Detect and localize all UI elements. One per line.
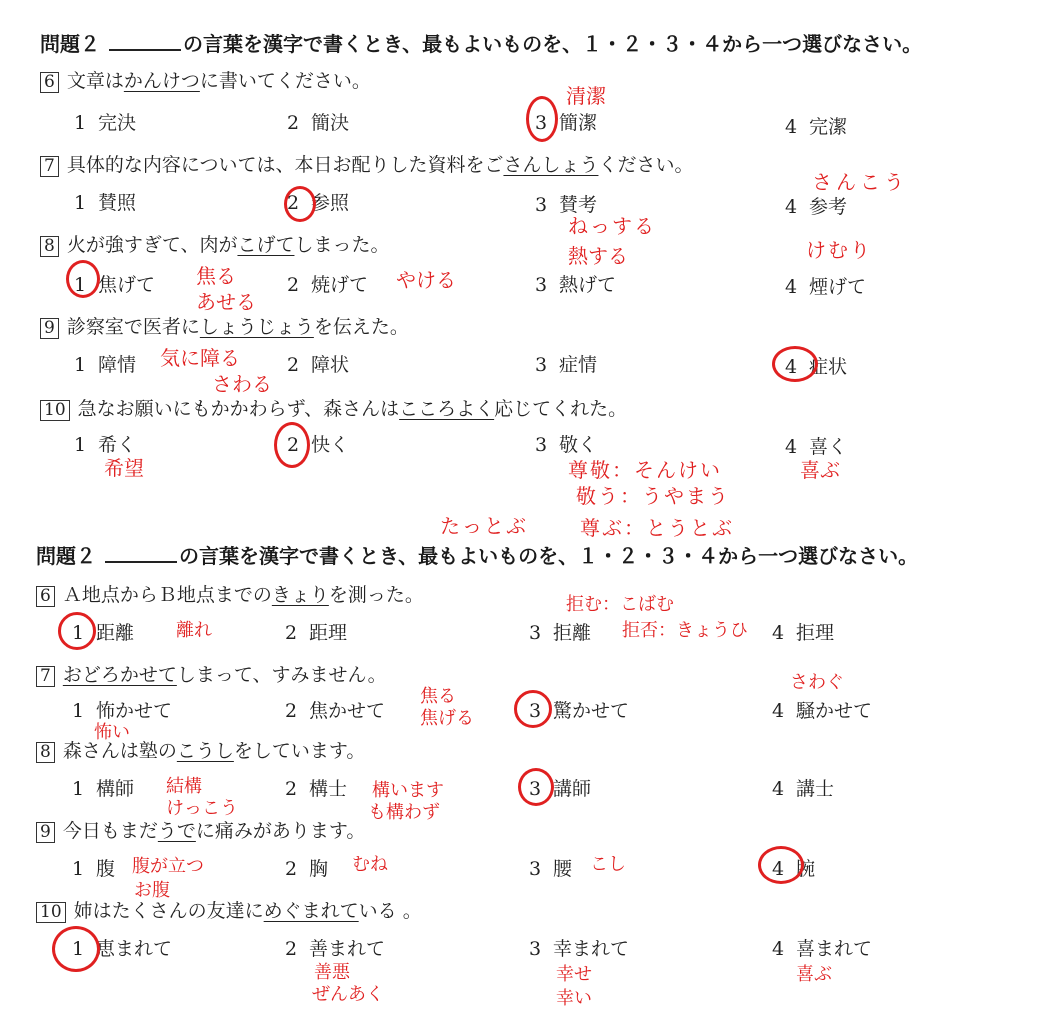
heading-prefix: 問題２	[40, 32, 100, 56]
question-target: きょり	[271, 584, 329, 606]
blank-line	[105, 543, 177, 563]
option-number: 4	[784, 356, 798, 378]
annotation: 尊ぶ：とうとぶ	[580, 516, 734, 540]
option-label: 距理	[309, 622, 348, 644]
option-number: 2	[284, 700, 298, 722]
option-label: 完決	[98, 112, 137, 134]
option-number: 1	[73, 434, 87, 456]
annotation: 怖い	[94, 722, 130, 743]
option-2[interactable]	[285, 270, 368, 297]
question-7	[40, 150, 693, 177]
option-label: 簡潔	[559, 112, 598, 134]
question-8	[36, 736, 365, 763]
option-label: 騒かせて	[796, 700, 873, 722]
question-6	[40, 66, 371, 93]
question-text: をしています。	[233, 740, 366, 762]
section-1-heading	[40, 28, 922, 57]
option-2[interactable]	[283, 854, 328, 881]
question-target: うで	[157, 820, 196, 842]
answer-circle	[518, 768, 554, 806]
option-number: 4	[771, 858, 785, 880]
answer-circle	[758, 846, 804, 884]
option-number: 2	[286, 274, 300, 296]
question-text: しまって、すみません。	[176, 664, 387, 686]
annotation: ねっする	[568, 214, 656, 238]
option-label: 驚かせて	[553, 700, 630, 722]
option-number: 3	[528, 622, 542, 644]
option-number: 2	[284, 778, 298, 800]
option-label: 怖かせて	[96, 700, 173, 722]
question-text: を測った。	[328, 584, 424, 606]
option-number: 3	[534, 354, 548, 376]
question-number: 6	[40, 72, 59, 93]
option-label: 腕	[796, 858, 816, 880]
annotation: 気に障る	[160, 346, 240, 370]
answer-circle	[66, 260, 100, 298]
option-number: 1	[71, 622, 85, 644]
answer-circle	[52, 926, 100, 972]
option-number: 3	[534, 194, 548, 216]
option-4[interactable]	[770, 934, 872, 961]
option-number: 4	[784, 116, 798, 138]
option-2[interactable]	[283, 774, 347, 801]
annotation: さわる	[212, 372, 272, 396]
option-4[interactable]	[783, 192, 847, 219]
question-text: ください。	[598, 154, 694, 176]
annotation: 離れ	[176, 620, 212, 641]
option-label: 腹	[96, 858, 116, 880]
question-7	[36, 660, 387, 687]
option-number: 4	[771, 938, 785, 960]
answer-circle	[274, 422, 310, 468]
option-label: 快く	[311, 434, 350, 456]
option-2[interactable]	[283, 618, 347, 645]
option-number: 3	[528, 938, 542, 960]
option-3[interactable]	[527, 854, 572, 881]
option-1[interactable]	[70, 774, 134, 801]
option-number: 1	[73, 354, 87, 376]
option-number: 3	[534, 274, 548, 296]
option-number: 2	[286, 112, 300, 134]
question-number: 7	[40, 156, 59, 177]
annotation: むね	[352, 854, 388, 875]
answer-circle	[526, 96, 558, 142]
option-label: 希く	[98, 434, 137, 456]
option-number: 1	[73, 192, 87, 214]
question-text: しまった。	[294, 234, 390, 256]
option-label: 完潔	[809, 116, 848, 138]
question-9	[40, 312, 409, 339]
answer-circle	[284, 186, 316, 222]
option-number: 2	[284, 938, 298, 960]
question-number: 8	[40, 236, 59, 257]
option-2[interactable]	[285, 108, 349, 135]
annotation: 敬う：うやまう	[576, 484, 730, 508]
question-text: 姉はたくさんの友達に	[73, 900, 264, 922]
question-8	[40, 230, 389, 257]
question-text: 文章は	[66, 70, 124, 92]
option-1[interactable]	[72, 350, 136, 377]
question-target: さんしょう	[503, 154, 599, 176]
question-target: こげて	[237, 234, 295, 256]
option-label: 症情	[559, 354, 598, 376]
annotation: 焦る	[420, 686, 456, 707]
question-target: しょうじょう	[199, 316, 314, 338]
answer-circle	[514, 690, 552, 728]
annotation: たっとぶ	[440, 514, 528, 538]
question-target: かんけつ	[123, 70, 200, 92]
option-1[interactable]	[72, 108, 136, 135]
option-number: 4	[784, 276, 798, 298]
option-label: 構士	[309, 778, 348, 800]
question-text: 今日もまだ	[62, 820, 158, 842]
option-label: 煙げて	[809, 276, 867, 298]
option-label: 熱げて	[559, 274, 617, 296]
option-number: 4	[784, 436, 798, 458]
option-label: 焦かせて	[309, 700, 386, 722]
option-number: 1	[71, 700, 85, 722]
option-2[interactable]	[283, 934, 385, 961]
option-1[interactable]	[72, 188, 136, 215]
question-text: を伝えた。	[313, 316, 409, 338]
option-number: 1	[71, 938, 85, 960]
question-text: 応じてくれた。	[494, 398, 628, 420]
annotation: 焦る	[196, 264, 236, 288]
option-number: 2	[286, 434, 300, 456]
option-label: 障情	[98, 354, 137, 376]
question-target: こうし	[176, 740, 234, 762]
annotation: 熱する	[568, 244, 628, 268]
question-number: 9	[40, 318, 59, 339]
option-number: 4	[771, 700, 785, 722]
option-label: 腰	[553, 858, 573, 880]
question-text: 森さんは塾の	[62, 740, 177, 762]
question-text: 具体的な内容については、本日お配りした資料をご	[66, 154, 504, 176]
option-number: 3	[528, 858, 542, 880]
option-label: 賛照	[98, 192, 137, 214]
option-3[interactable]	[533, 350, 597, 377]
question-target: めぐまれて	[263, 900, 359, 922]
annotation: やける	[396, 268, 456, 292]
question-text: に書いてください。	[199, 70, 371, 92]
heading-suffix: の言葉を漢字で書くとき、最もよいものを、１・２・３・４から一つ選びなさい。	[178, 544, 919, 568]
option-number: 2	[286, 192, 300, 214]
option-label: 恵まれて	[96, 938, 173, 960]
question-number: 9	[36, 822, 55, 843]
option-number: 3	[534, 434, 548, 456]
question-text: に痛みがあります。	[195, 820, 366, 842]
question-text: 診察室で医者に	[66, 316, 200, 338]
option-number: 3	[528, 778, 542, 800]
question-number: 10	[40, 400, 70, 421]
option-label: 症状	[809, 356, 848, 378]
annotation: 清潔	[566, 84, 606, 108]
option-label: 拒離	[553, 622, 592, 644]
annotation: も構わず	[368, 802, 440, 823]
annotation: 尊敬：そんけい	[568, 458, 722, 482]
question-10	[40, 394, 627, 421]
option-label: 胸	[309, 858, 329, 880]
option-3[interactable]	[533, 430, 597, 457]
annotation: お腹	[134, 880, 170, 901]
annotation: 結構	[166, 776, 202, 797]
option-label: 幸まれて	[553, 938, 630, 960]
annotation: こし	[590, 854, 626, 875]
option-4[interactable]	[770, 774, 834, 801]
option-4[interactable]	[783, 272, 866, 299]
question-target: こころよく	[399, 398, 495, 420]
annotation: けっこう	[166, 798, 238, 819]
option-number: 2	[284, 622, 298, 644]
annotation: 希望	[104, 456, 144, 480]
annotation: けむり	[806, 238, 872, 262]
option-number: 4	[784, 196, 798, 218]
annotation: 拒否：きょうひ	[622, 620, 748, 641]
question-target: おどろかせて	[62, 664, 177, 686]
annotation: さんこう	[812, 170, 908, 194]
option-2[interactable]	[285, 350, 349, 377]
option-3[interactable]	[527, 934, 629, 961]
annotation: 喜ぶ	[800, 458, 840, 482]
option-number: 3	[528, 700, 542, 722]
option-number: 3	[534, 112, 548, 134]
question-number: 10	[36, 902, 66, 923]
annotation: 幸い	[556, 988, 592, 1009]
question-text: 火が強すぎて、肉が	[66, 234, 238, 256]
option-number: 2	[284, 858, 298, 880]
option-4[interactable]	[783, 112, 847, 139]
heading-prefix: 問題２	[36, 544, 96, 568]
question-number: 8	[36, 742, 55, 763]
option-2[interactable]	[283, 696, 385, 723]
annotation: ぜんあく	[312, 984, 384, 1005]
question-text: いる 。	[358, 900, 422, 922]
annotation: 拒む：こばむ	[566, 594, 674, 615]
option-label: 喜く	[809, 436, 848, 458]
option-label: 講師	[553, 778, 592, 800]
option-label: 参考	[809, 196, 848, 218]
option-number: 1	[73, 112, 87, 134]
option-number: 2	[286, 354, 300, 376]
option-label: 敬く	[559, 434, 598, 456]
question-6	[36, 580, 424, 607]
annotation: 幸せ	[556, 964, 592, 985]
option-4[interactable]	[770, 696, 872, 723]
option-number: 4	[771, 778, 785, 800]
annotation: あせる	[196, 290, 256, 314]
option-label: 講士	[796, 778, 835, 800]
option-number: 1	[71, 858, 85, 880]
option-label: 善まれて	[309, 938, 386, 960]
option-label: 焦げて	[98, 274, 156, 296]
option-label: 簡決	[311, 112, 350, 134]
option-label: 参照	[311, 192, 350, 214]
answer-circle	[772, 346, 818, 382]
option-label: 賛考	[559, 194, 598, 216]
question-9	[36, 816, 365, 843]
section-2-heading	[36, 540, 918, 569]
blank-line	[109, 31, 181, 51]
question-10	[36, 896, 422, 923]
option-label: 構師	[96, 778, 135, 800]
question-text: 急なお願いにもかかわらず、森さんは	[77, 398, 400, 420]
annotation: 焦げる	[420, 708, 474, 729]
option-4[interactable]	[770, 618, 834, 645]
option-number: 1	[71, 778, 85, 800]
option-3[interactable]	[533, 270, 616, 297]
option-1[interactable]	[70, 854, 115, 881]
option-3[interactable]	[527, 618, 591, 645]
annotation: さわぐ	[790, 672, 844, 693]
answer-circle	[58, 612, 96, 650]
option-label: 焼げて	[311, 274, 369, 296]
option-label: 障状	[311, 354, 350, 376]
option-label: 拒理	[796, 622, 835, 644]
annotation: 喜ぶ	[796, 964, 832, 985]
annotation: 腹が立つ	[132, 856, 204, 877]
option-label: 喜まれて	[796, 938, 873, 960]
option-number: 1	[73, 274, 87, 296]
option-number: 4	[771, 622, 785, 644]
annotation: 善悪	[314, 962, 350, 983]
question-text: Ａ地点からＢ地点までの	[62, 584, 272, 606]
question-number: 6	[36, 586, 55, 607]
option-label: 距離	[96, 622, 135, 644]
annotation: 構います	[372, 780, 444, 801]
heading-suffix: の言葉を漢字で書くとき、最もよいものを、１・２・３・４から一つ選びなさい。	[182, 32, 923, 56]
question-number: 7	[36, 666, 55, 687]
